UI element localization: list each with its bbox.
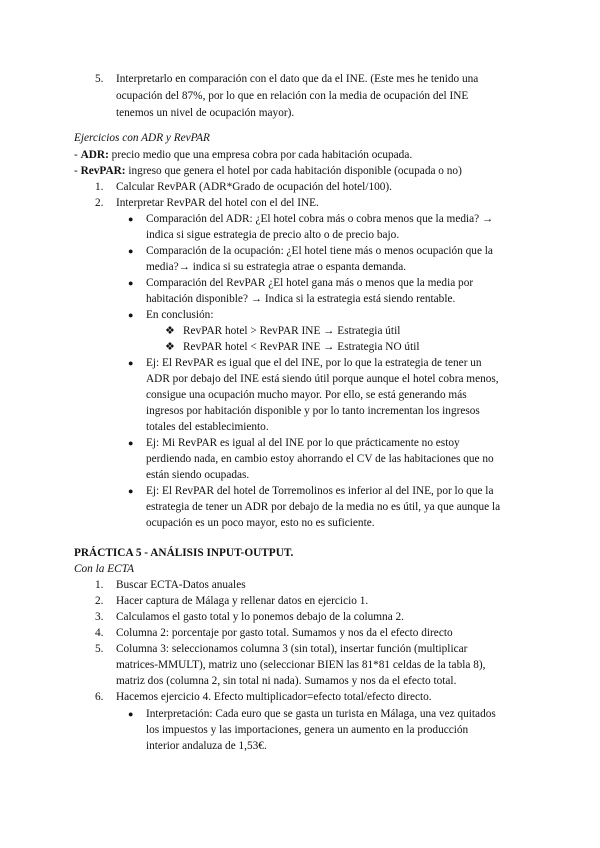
bullet-icon: ● <box>128 486 134 496</box>
example-line: estrategia de tener un ADR por debajo de la media no es útil, ya que aunque la <box>146 501 501 513</box>
definition-text: ingreso que genera el hotel por cada habitación disponible (ocupada o no) <box>125 165 462 177</box>
section-heading-practica5: PRÁCTICA 5 - ANÁLISIS INPUT-OUTPUT. <box>74 547 294 559</box>
bullet-icon: ● <box>128 278 134 288</box>
bullet-line: habitación disponible? → Indica si la estrategia está siendo rentable. <box>146 293 456 305</box>
definition-term: ADR: <box>80 149 109 161</box>
definition-dash: - <box>74 165 81 177</box>
bullet-line: Comparación de la ocupación: ¿El hotel tiene más o menos ocupación que la <box>146 245 493 257</box>
example-line: están siendo ocupadas. <box>146 469 250 481</box>
example-line: totales del establecimiento. <box>146 421 269 433</box>
example-line: Ej: El RevPAR del hotel de Torremolinos es inferior al del INE, por lo que la <box>146 485 494 497</box>
example-line: consigue una ocupación mucho mayor. Por ello, se está generando más <box>146 389 467 401</box>
step-number: 6. <box>95 691 104 703</box>
bullet-icon: ● <box>128 709 134 719</box>
example-line: ADR por debajo del INE está siendo útil porque aunque el hotel cobra menos, <box>146 373 499 385</box>
step-number: 2. <box>95 595 104 607</box>
definition-term: RevPAR: <box>80 165 126 177</box>
step-text: Columna 3: seleccionamos columna 3 (sin total), insertar función (multiplicar <box>116 643 468 655</box>
bullet-line: indica si sigue estrategia de precio alto o de precio bajo. <box>146 229 400 241</box>
step-number: 2. <box>95 197 104 209</box>
bullet-icon: ● <box>128 310 134 320</box>
interpretation-line: Interpretación: Cada euro que se gasta un turista en Málaga, una vez quitados <box>146 708 496 720</box>
definition-revpar <box>74 163 462 180</box>
bullet-line: En conclusión: <box>146 309 214 321</box>
intro-item-number: 5. <box>95 73 104 85</box>
bullet-icon: ● <box>128 246 134 256</box>
bullet-icon: ● <box>128 358 134 368</box>
bullet-icon: ● <box>128 214 134 224</box>
interpretation-line: interior andaluza de 1,53€. <box>146 740 267 752</box>
section-title-adr-revpar: Ejercicios con ADR y RevPAR <box>74 132 210 144</box>
intro-item-line: ocupación del 87%, por lo que en relación con la media de ocupación del INE <box>116 90 469 102</box>
example-line: perdiendo nada, en cambio estoy ahorrando el CV de las habitaciones que no <box>146 453 494 465</box>
section-subtitle-ecta: Con la ECTA <box>74 563 135 575</box>
step-text: matriz dos (columna 2, sin total ni nada). Sumamos y nos da el efecto total. <box>116 675 457 687</box>
step-text: Hacer captura de Málaga y rellenar datos en ejercicio 1. <box>116 595 369 607</box>
step-text: Interpretar RevPAR del hotel con el del INE. <box>116 197 319 209</box>
definition-text: precio medio que una empresa cobra por cada habitación ocupada. <box>108 149 413 161</box>
step-number: 3. <box>95 611 104 623</box>
diamond-bullet-icon: ❖ <box>165 325 175 337</box>
step-number: 4. <box>95 627 104 639</box>
bullet-line: Comparación del RevPAR ¿El hotel gana más o menos que la media por <box>146 277 474 289</box>
intro-item-line: Interpretarlo en comparación con el dato que da el INE. (Este mes he tenido una <box>116 73 479 85</box>
step-text: Buscar ECTA-Datos anuales <box>116 579 246 591</box>
step-text: matrices-MMULT), matriz uno (seleccionar BIEN las 81*81 celdas de la tabla 8), <box>116 659 486 671</box>
step-text: Calculamos el gasto total y lo ponemos debajo de la columna 2. <box>116 611 405 623</box>
definition-adr <box>74 147 412 164</box>
conclusion-line: RevPAR hotel > RevPAR INE → Estrategia útil <box>183 325 401 337</box>
step-number: 1. <box>95 579 104 591</box>
definition-dash: - <box>74 149 81 161</box>
step-number: 5. <box>95 643 104 655</box>
conclusion-line: RevPAR hotel < RevPAR INE → Estrategia NO útil <box>183 341 420 353</box>
example-line: Ej: El RevPAR es igual que el del INE, por lo que la estrategia de tener un <box>146 357 482 369</box>
diamond-bullet-icon: ❖ <box>165 341 175 353</box>
step-text: Columna 2: porcentaje por gasto total. Sumamos y nos da el efecto directo <box>116 627 453 639</box>
bullet-icon: ● <box>128 438 134 448</box>
example-line: ingresos por habitación disponible y por lo tanto incrementan los ingresos <box>146 405 480 417</box>
step-text: Calcular RevPAR (ADR*Grado de ocupación del hotel/100). <box>116 181 392 193</box>
step-text: Hacemos ejercicio 4. Efecto multiplicador=efecto total/efecto directo. <box>116 691 432 703</box>
bullet-line: Comparación del ADR: ¿El hotel cobra más o cobra menos que la media? → <box>146 213 494 225</box>
example-line: Ej: Mi RevPAR es igual al del INE por lo que prácticamente no estoy <box>146 437 460 449</box>
interpretation-line: los impuestos y las importaciones, genera un aumento en la producción <box>146 724 469 736</box>
example-line: ocupación es un poco mayor, esto no es suficiente. <box>146 517 375 529</box>
step-number: 1. <box>95 181 104 193</box>
bullet-line: media?→ indica si su estrategia atrae o espanta demanda. <box>146 261 407 273</box>
intro-item-line: tenemos un nivel de ocupación mayor). <box>116 107 295 119</box>
